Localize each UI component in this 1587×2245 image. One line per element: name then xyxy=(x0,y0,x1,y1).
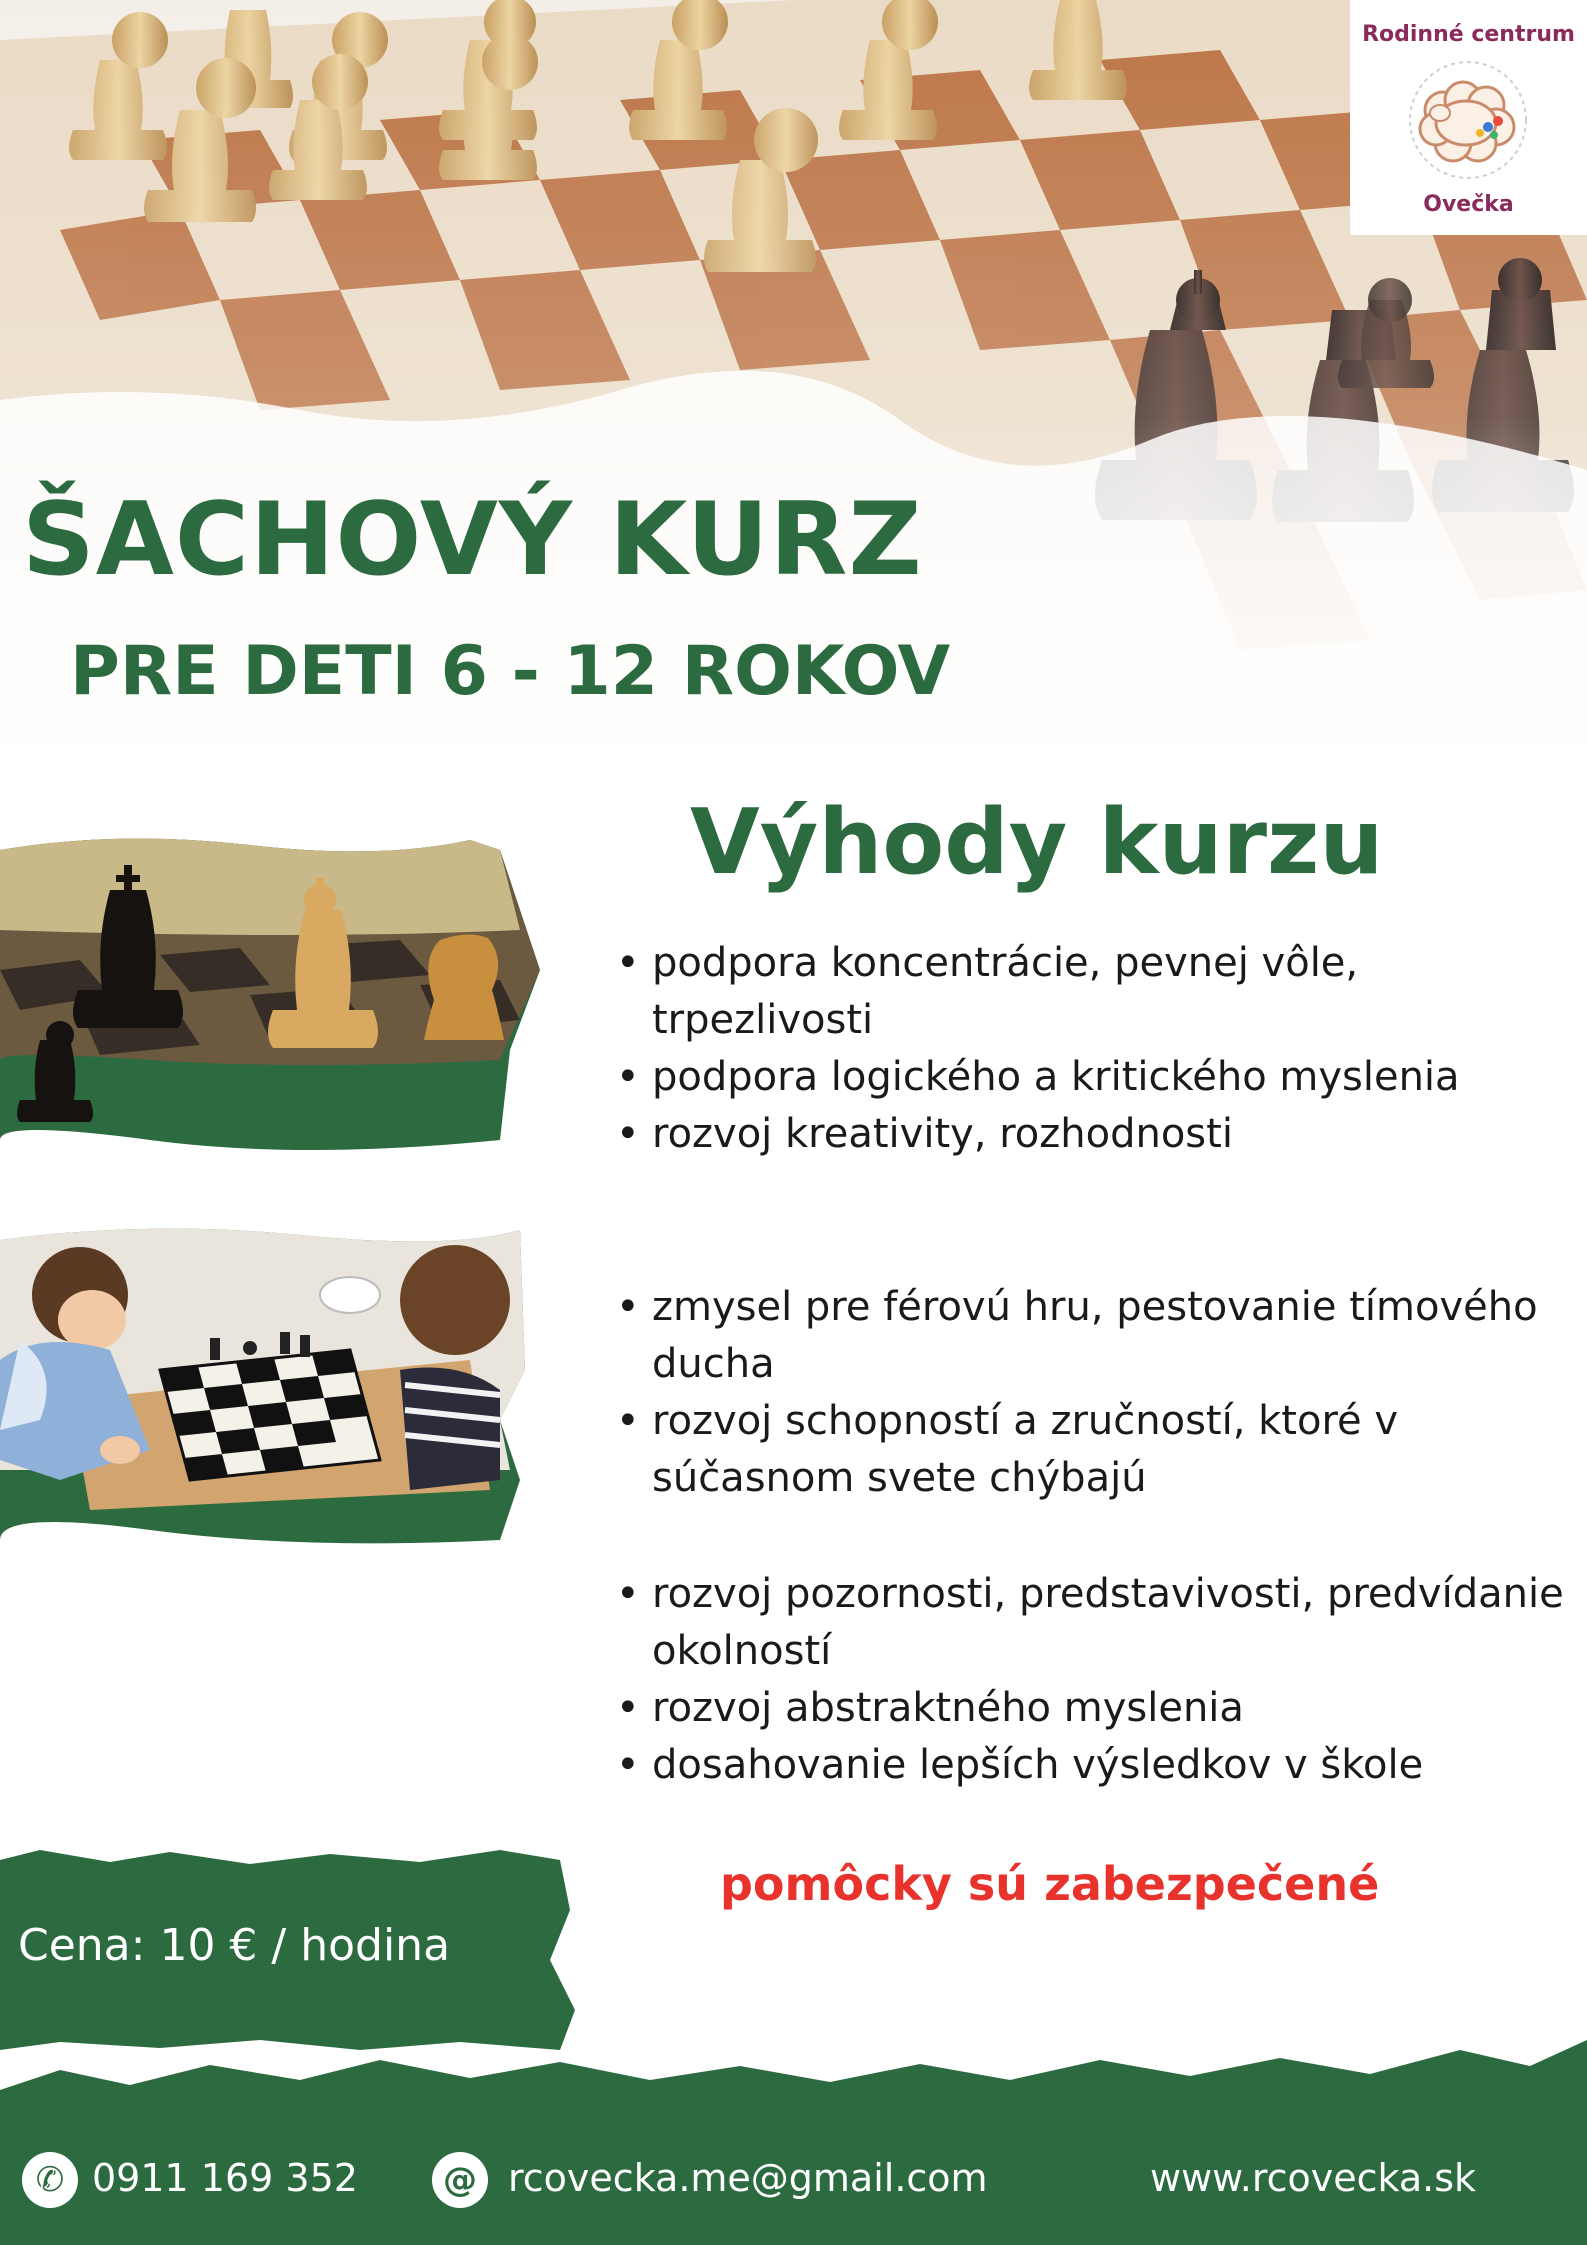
logo-top-text: Rodinné centrum xyxy=(1362,22,1575,47)
list-item: • rozvoj kreativity, rozhodnosti xyxy=(612,1106,1572,1163)
benefits-list-3 xyxy=(612,1566,1587,1794)
footer-website[interactable]: www.rcovecka.sk xyxy=(1150,2156,1477,2200)
at-sign-icon: @ xyxy=(432,2152,488,2208)
list-item: • podpora koncentrácie, pevnej vôle, trpezlivosti xyxy=(612,935,1572,1049)
organization-logo[interactable] xyxy=(1350,0,1587,235)
benefits-heading: Výhody kurzu xyxy=(690,790,1384,895)
supplies-note: pomôcky sú zabezpečené xyxy=(720,1857,1380,1911)
list-item: • dosahovanie lepších výsledkov v škole xyxy=(612,1737,1587,1794)
list-item: • rozvoj schopností a zručností, ktoré v súčasnom svete chýbajú xyxy=(612,1393,1572,1507)
footer-band xyxy=(0,2030,1587,2245)
list-item: • rozvoj abstraktného myslenia xyxy=(612,1680,1587,1737)
sheep-logo-icon xyxy=(1378,55,1558,185)
footer-email[interactable]: rcovecka.me@gmail.com xyxy=(508,2156,988,2200)
list-item: • rozvoj pozornosti, predstavivosti, predvídanie okolností xyxy=(612,1566,1587,1680)
list-item: • podpora logického a kritického myslenia xyxy=(612,1049,1572,1106)
children-playing-photo xyxy=(0,1220,530,1550)
benefits-list-2 xyxy=(612,1279,1572,1507)
logo-bottom-text: Ovečka xyxy=(1423,192,1514,217)
footer-phone[interactable]: 0911 169 352 xyxy=(92,2156,358,2200)
chess-pieces-photo xyxy=(0,820,560,1160)
page-title: ŠACHOVÝ KURZ xyxy=(22,480,923,598)
page-subtitle: PRE DETI 6 - 12 ROKOV xyxy=(70,632,951,711)
list-item: • zmysel pre férovú hru, pestovanie tímového ducha xyxy=(612,1279,1572,1393)
benefits-list-1 xyxy=(612,935,1572,1163)
price-label: Cena: 10 € / hodina xyxy=(18,1920,451,1971)
phone-icon: ✆ xyxy=(22,2152,78,2208)
